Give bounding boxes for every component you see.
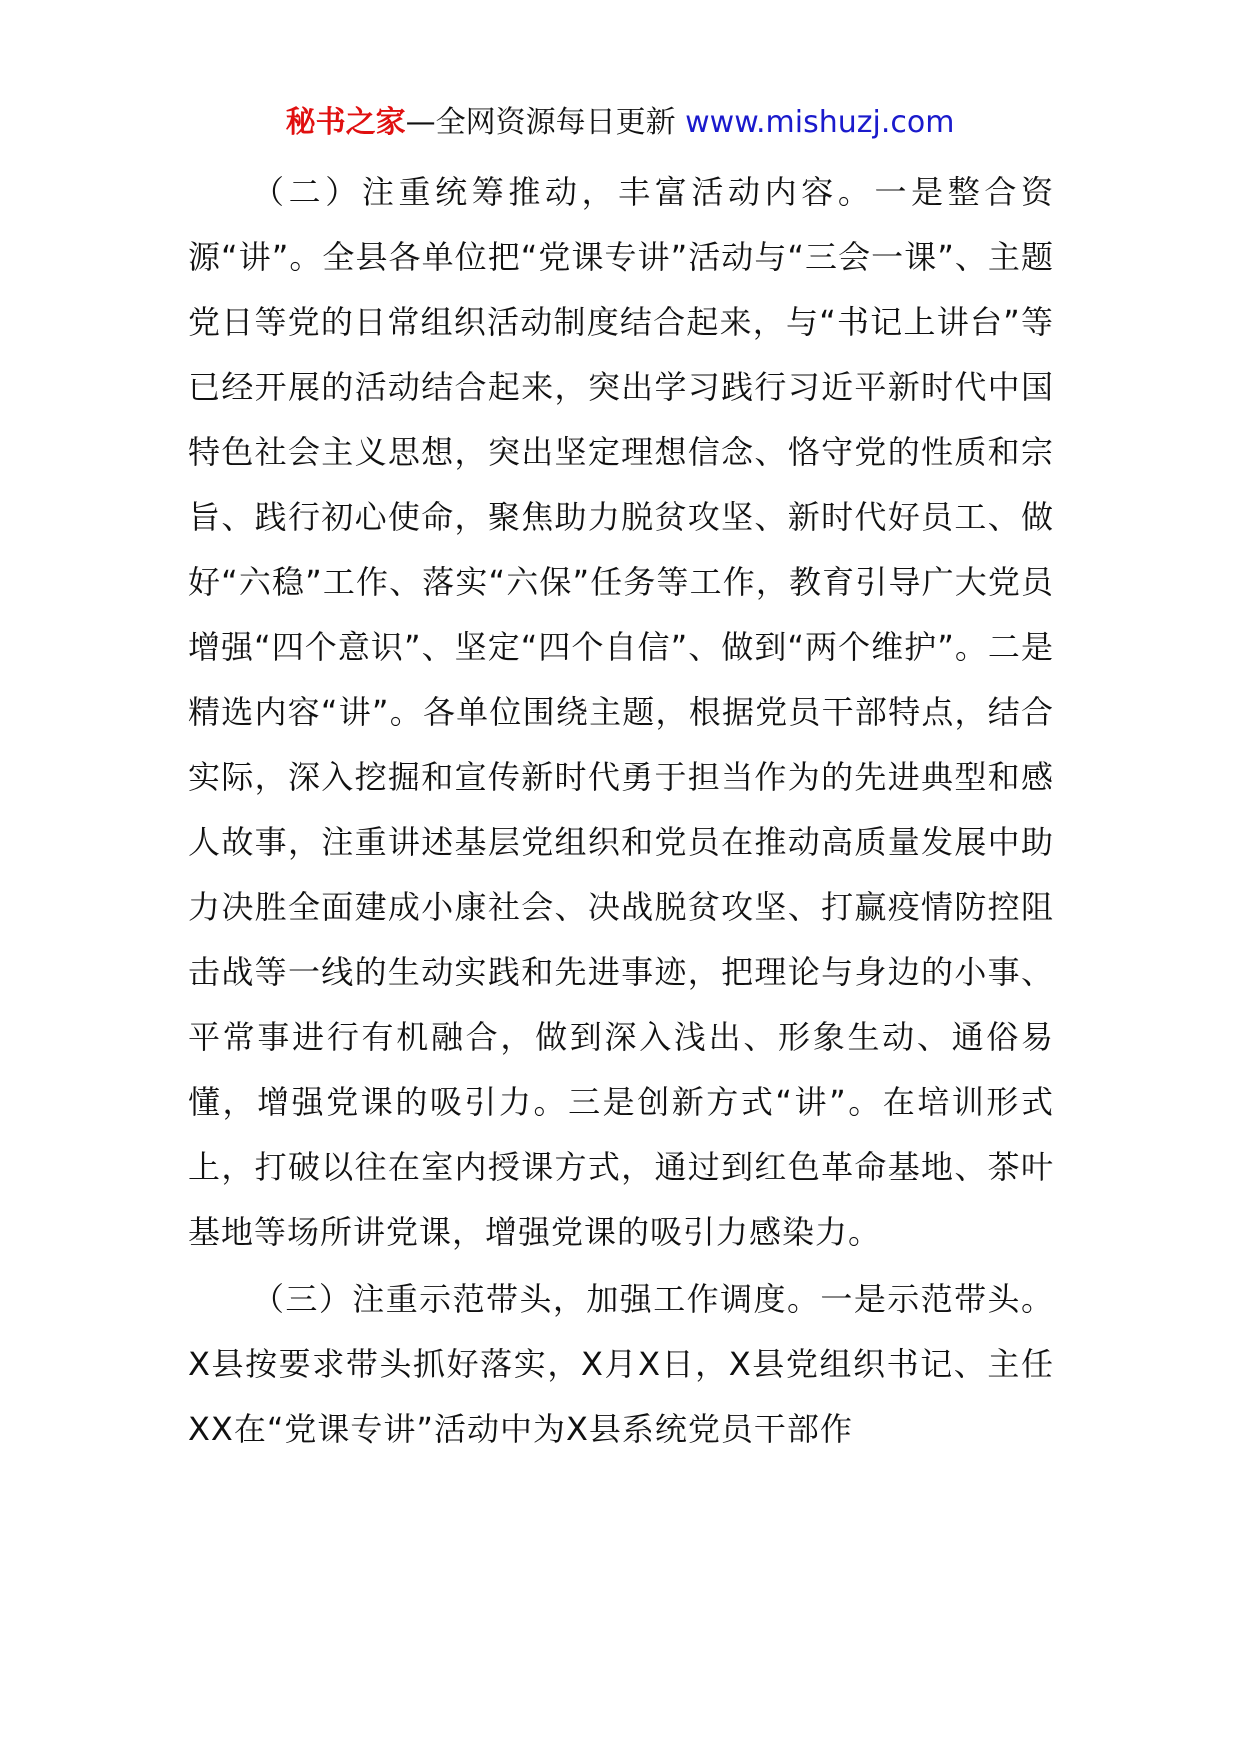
header-slogan: —全网资源每日更新	[405, 105, 686, 140]
paragraph: （三）注重示范带头，加强工作调度。一是示范带头。X县按要求带头抓好落实，X月X日，X县党组织书记、主任XX在“党课专讲”活动中为X县系统党员干部作	[188, 1280, 1054, 1448]
paragraph: （二）注重统筹推动，丰富活动内容。一是整合资源“讲”。全县各单位把“党课专讲”活动与“三会一课”、主题党日等党的日常组织活动制度结合起来，与“书记上讲台”等已经开展的活动结合起来，突出学习践行习近平新时代中国特色社会主义思想，突出坚定理想信念、恪守党的性质和宗旨、践行初心使命，聚焦助力脱贫攻坚、新时代好员工、做好“六稳”工作、落实“六保”任务等工作，教育引导广大党员增强“四个意识”、坚定“四个自信”、做到“两个维护”。二是精选内容“讲”。各单位围绕主题，根据党员干部特点，结合实际，深入挖掘和宣传新时代勇于担当作为的先进典型和感人故事，注重讲述基层党组织和党员在推动高质量发展中助力决胜全面建成小康社会、决战脱贫攻坚、打赢疫情防控阻击战等一线的生动实践和先进事迹，把理论与身边的小事、平常事进行有机融合，做到深入浅出、形象生动、通俗易懂，增强党课的吸引力。三是创新方式“讲”。在培训形式上，打破以往在室内授课方式，通过到红色革命基地、茶叶基地等场所讲党课，增强党课的吸引力感染力。	[188, 173, 1054, 1251]
site-url-link[interactable]: www.mishuzj.com	[685, 105, 955, 140]
brand-name: 秘书之家	[285, 105, 406, 140]
document-body	[188, 160, 1054, 1462]
site-header	[0, 100, 1240, 146]
